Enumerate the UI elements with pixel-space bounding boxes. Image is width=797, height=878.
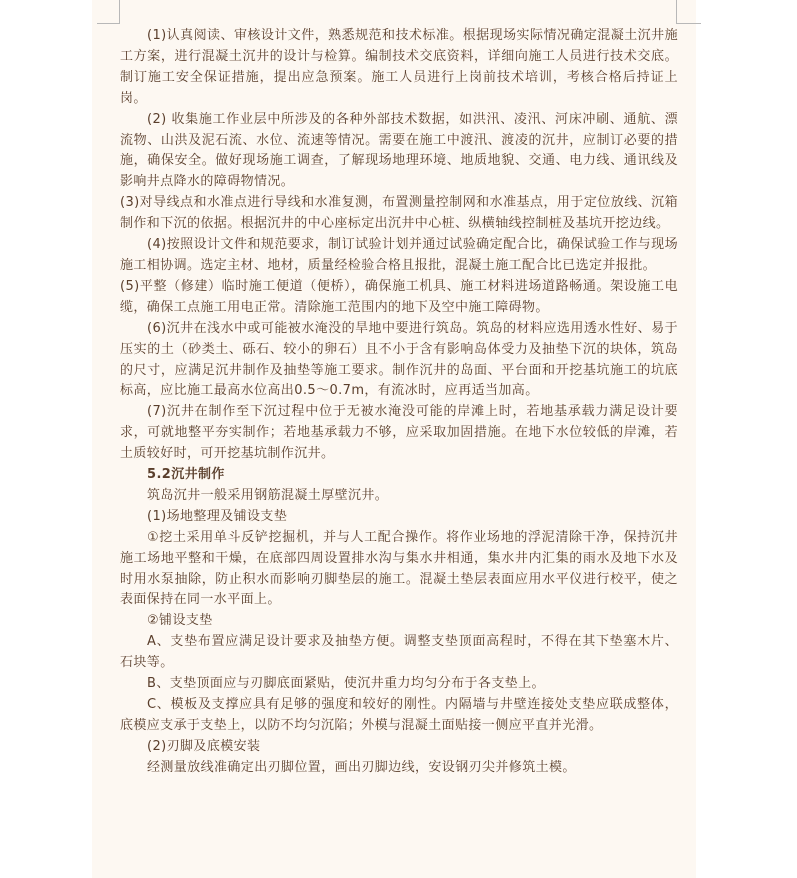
paragraph-11: ②铺设支垫 xyxy=(147,613,213,629)
paragraph-15: (2)刃脚及底模安装 xyxy=(147,738,261,754)
paragraph-13: B、支垫顶面应与刃脚底面紧贴，使沉井重力均匀分布于各支垫上。 xyxy=(147,676,545,692)
paragraph-5: (5)平整（修建）临时施工便道（便桥），确保施工机具、施工材料进场道路畅通。架设施工电缆，确保工点施工用电正常。清除施工范围内的地下及空中施工障碍物。 xyxy=(120,278,678,315)
paragraph-1: (1)认真阅读、审核设计文件，熟悉规范和技术标准。根据现场实际情况确定混凝土沉井施工方案，进行混凝土沉井的设计与检算。编制技术交底资料，详细向施工人员进行技术交底。制订施工安全保证措施，提出应急预案。施工人员进行上岗前技术培训，考核合格后持证上岗。 xyxy=(120,28,678,106)
crop-mark-top-left xyxy=(97,0,120,24)
paragraph-6: (6)沉井在浅水中或可能被水淹没的旱地中要进行筑岛。筑岛的材料应选用透水性好、易于压实的土（砂类土、砾石、较小的卵石）且不小于含有影响岛体受力及抽垫下沉的块体，筑岛的尺寸，应满足沉井制作及抽垫等施工要求。制作沉井的岛面、平台面和开挖基坑施工的坑底标高，应比施工最高水位高出0.5～0.7m，有流冰时，应再适当加高。 xyxy=(120,320,678,399)
paragraph-14: C、模板及支撑应具有足够的强度和较好的刚性。内隔墙与井壁连接处支垫应联成整体，底模应支承于支垫上，以防不均匀沉陷；外模与混凝土面贴接一侧应平直并光滑。 xyxy=(120,697,678,733)
section-heading: 5.2沉井制作 xyxy=(147,467,225,483)
paragraph-7: (7)沉井在制作至下沉过程中位于无被水淹没可能的岸滩上时，若地基承载力满足设计要求，可就地整平夯实制作；若地基承载力不够，应采取加固措施。在地下水位较低的岸滩，若土质较好时，可开挖基坑制作沉井。 xyxy=(120,404,678,462)
paragraph-16: 经测量放线准确定出刃脚位置，画出刃脚边线，安设钢刃尖并修筑土模。 xyxy=(147,759,576,775)
paragraph-9: (1)场地整理及铺设支垫 xyxy=(147,508,288,524)
document-body xyxy=(120,26,678,779)
paragraph-2: (2) 收集施工作业层中所涉及的各种外部技术数据，如洪汛、凌汛、河床冲刷、通航、漂流物、山洪及泥石流、水位、流速等情况。需要在施工中渡汛、渡凌的沉井，应制订必要的措施，确保安全。做好现场施工调查，了解现场地理环境、地质地貌、交通、电力线、通讯线及影响井点降水的障碍物情况。 xyxy=(120,111,678,190)
crop-mark-top-right xyxy=(676,0,701,24)
paragraph-8: 筑岛沉井一般采用钢筋混凝土厚壁沉井。 xyxy=(147,487,389,503)
paragraph-10: ①挖土采用单斗反铲挖掘机，并与人工配合操作。将作业场地的浮泥清除干净，保持沉井施工场地平整和干燥，在底部四周设置排水沟与集水井相通，集水井内汇集的雨水及地下水及时用水泵抽除，防止积水而影响刃脚垫层的施工。混凝土垫层表面应用水平仪进行校平，使之表面保持在同一水平面上。 xyxy=(120,529,678,608)
paragraph-4: (4)按照设计文件和规范要求，制订试验计划并通过试验确定配合比，确保试验工作与现场施工相协调。选定主材、地材，质量经检验合格且报批，混凝土施工配合比已选定并报批。 xyxy=(120,237,678,273)
paragraph-12: A、支垫布置应满足设计要求及抽垫方便。调整支垫顶面高程时，不得在其下垫塞木片、石块等。 xyxy=(120,634,678,671)
paragraph-3: (3)对导线点和水准点进行导线和水准复测，布置测量控制网和水准基点，用于定位放线、沉箱制作和下沉的依据。根据沉井的中心座标定出沉井中心桩、纵横轴线控制桩及基坑开挖边线。 xyxy=(120,195,678,232)
